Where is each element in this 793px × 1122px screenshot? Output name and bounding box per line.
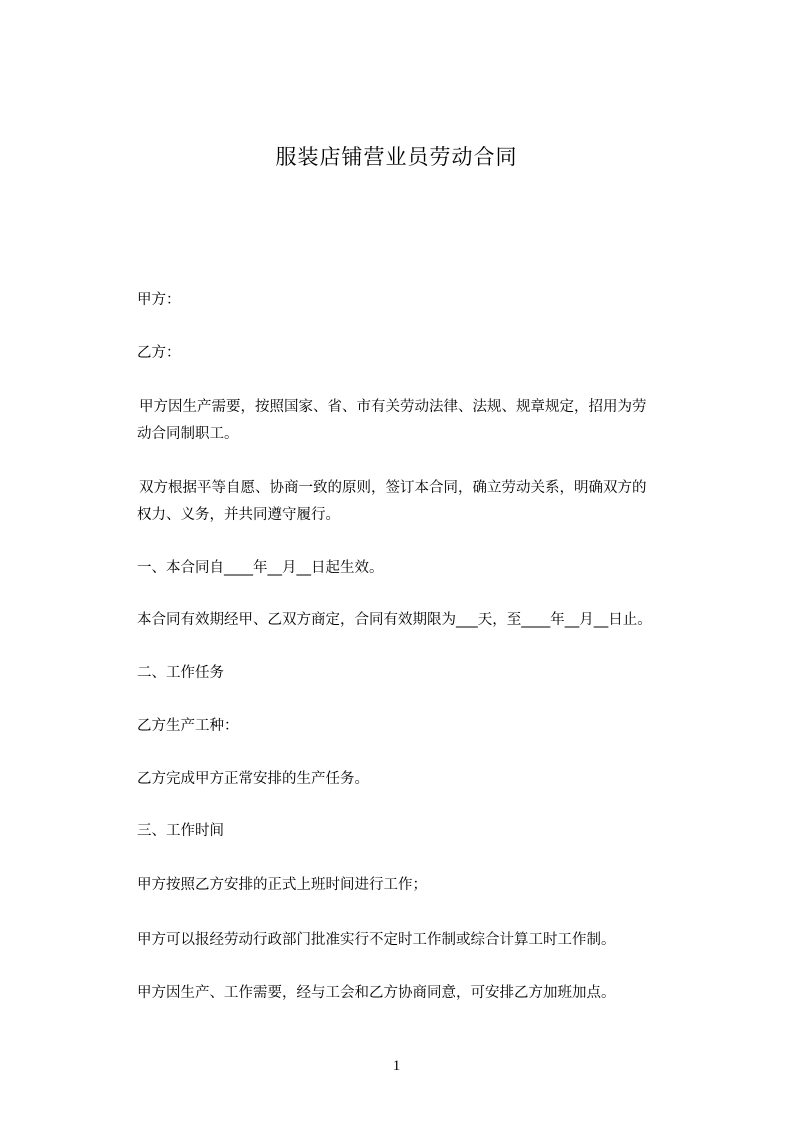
principle-line-1: 双方根据平等自愿、协商一致的原则，签订本合同，确立劳动关系，明确双方的	[139, 480, 647, 496]
principle-line-2: 权力、义务，并共同遵守履行。	[137, 507, 340, 523]
page-number: 1	[392, 1058, 401, 1074]
party-b-label: 乙方：	[137, 345, 181, 361]
section-2-item-2: 乙方完成甲方正常安排的生产任务。	[137, 771, 369, 787]
intro-line-1: 甲方因生产需要，按照国家、省、市有关劳动法律、法规、规章规定，招用为劳	[139, 399, 647, 415]
section-2-item-1: 乙方生产工种：	[137, 718, 239, 734]
section-1-heading: 一、本合同自____年__月__日起生效。	[137, 560, 384, 576]
section-1-body: 本合同有效期经甲、乙双方商定，合同有效期限为___天，至____年__月__日止。	[137, 612, 652, 628]
section-2-heading: 二、工作任务	[137, 665, 224, 681]
section-3-item-1: 甲方按照乙方安排的正式上班时间进行工作；	[137, 877, 427, 893]
document-title: 服装店铺营业员劳动合同	[275, 145, 518, 169]
section-3-item-3: 甲方因生产、工作需要，经与工会和乙方协商同意，可安排乙方加班加点。	[137, 985, 616, 1001]
intro-line-2: 动合同制职工。	[137, 426, 239, 442]
section-3-heading: 三、工作时间	[137, 823, 224, 839]
party-a-label: 甲方：	[137, 292, 181, 308]
section-3-item-2: 甲方可以报经劳动行政部门批准实行不定时工作制或综合计算工时工作制。	[137, 932, 616, 948]
